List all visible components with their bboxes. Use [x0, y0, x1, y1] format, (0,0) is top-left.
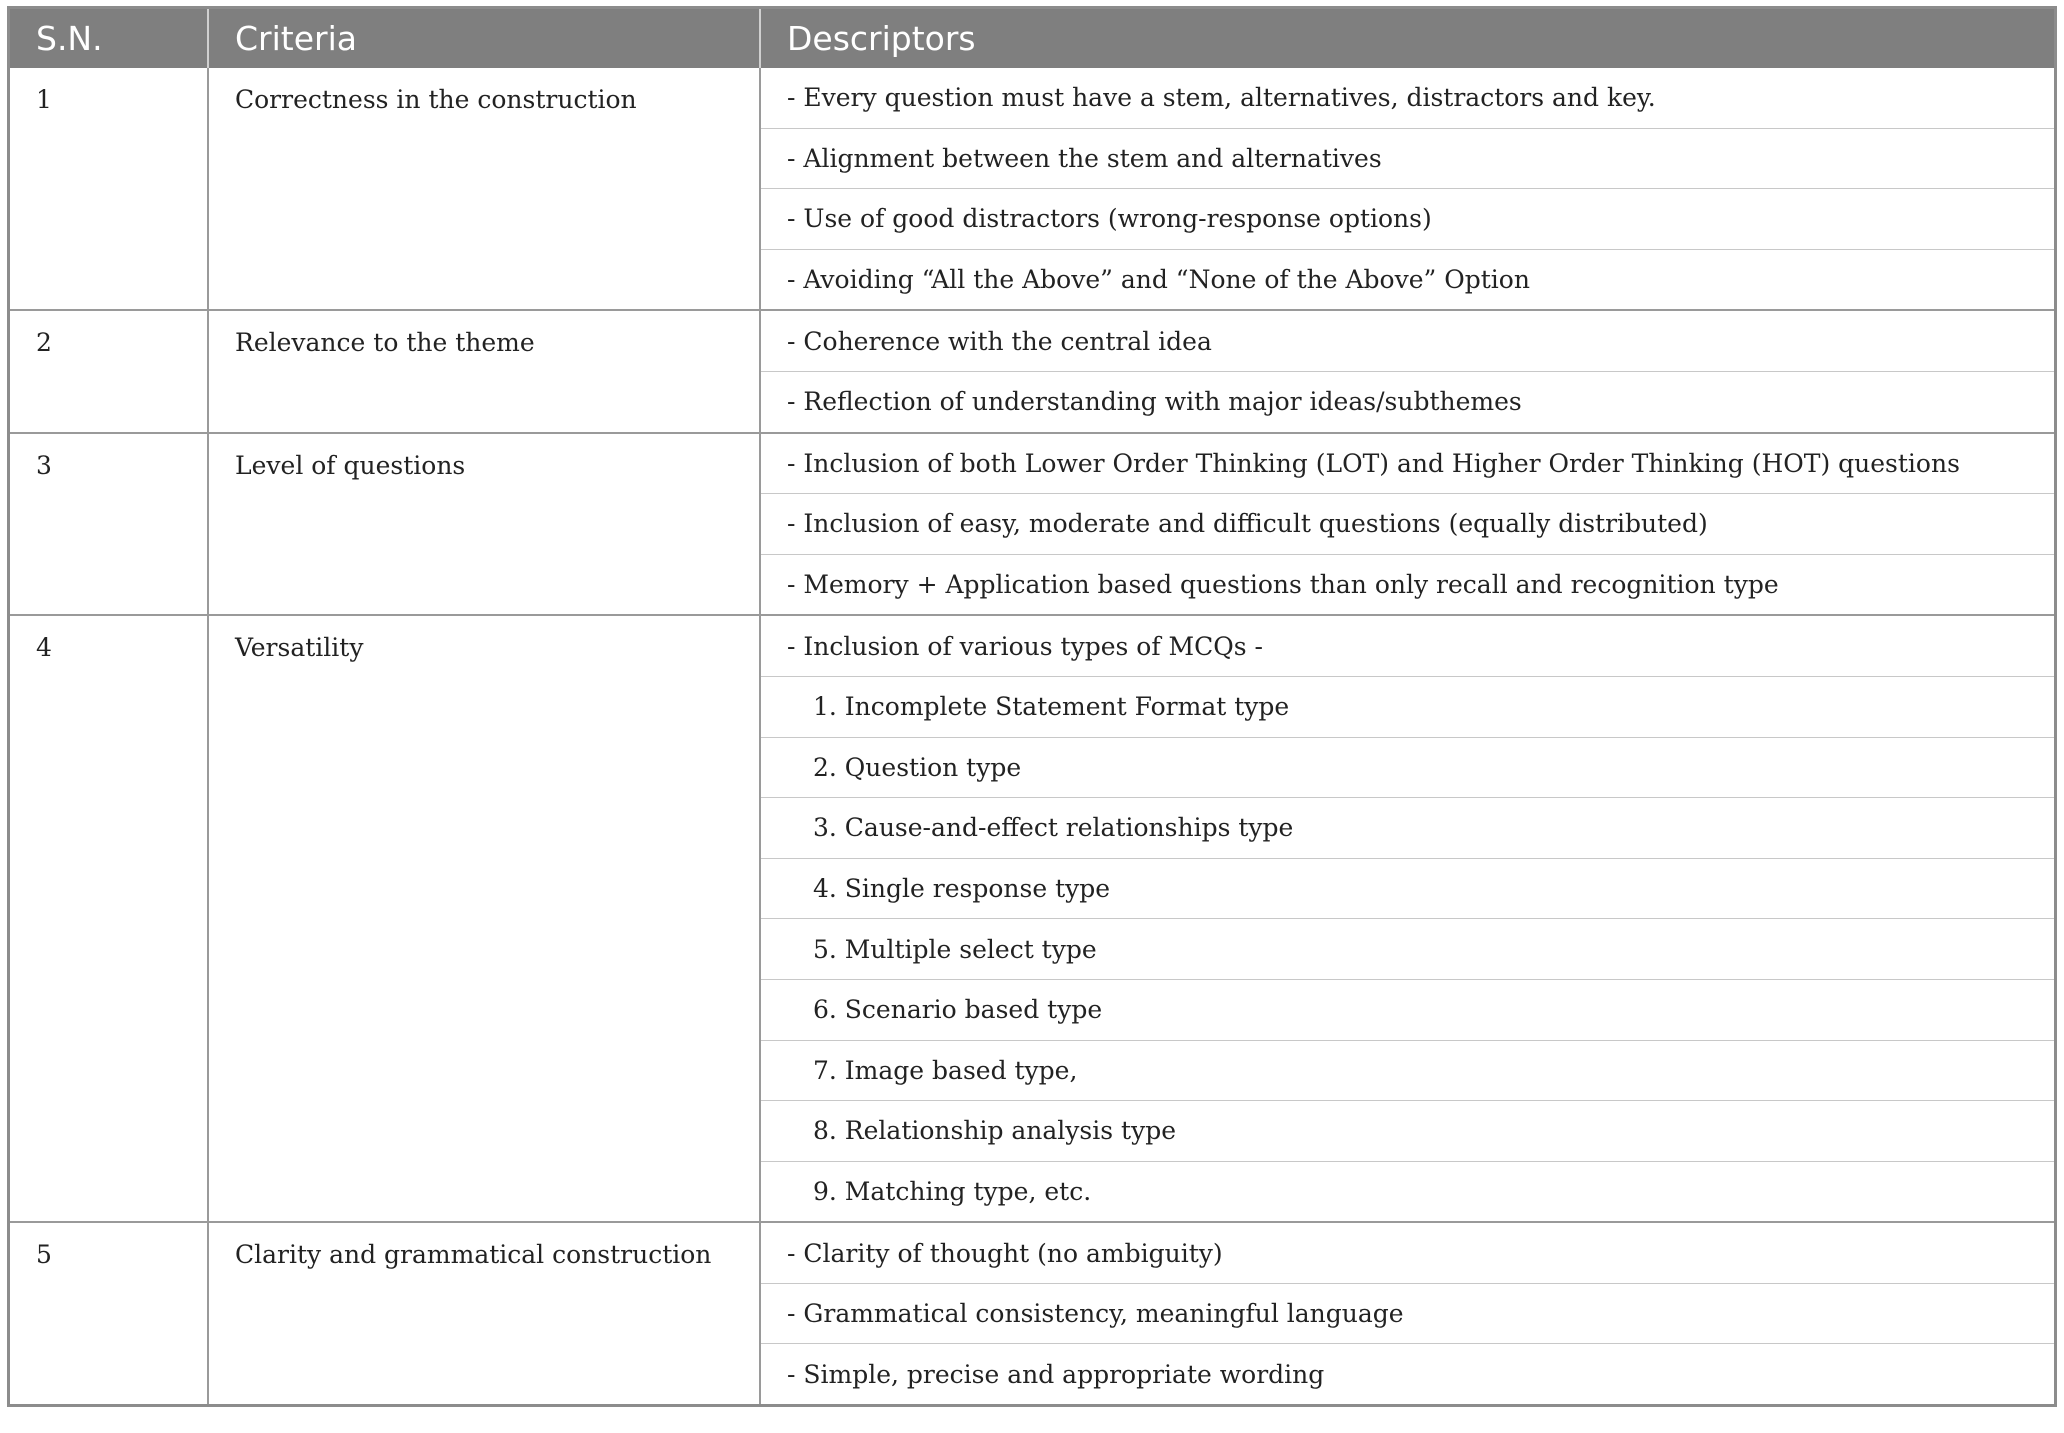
- descriptor-cell: - Reflection of understanding with major ideas/subthemes: [760, 371, 2054, 432]
- criteria-cell: Level of questions: [208, 433, 760, 616]
- descriptor-cell: 7. Image based type,: [760, 1040, 2054, 1101]
- descriptor-cell: 3. Cause-and-effect relationships type: [760, 798, 2054, 859]
- descriptor-cell: 5. Multiple select type: [760, 919, 2054, 980]
- descriptor-cell: 6. Scenario based type: [760, 979, 2054, 1040]
- table-body: [10, 68, 2054, 1404]
- descriptor-cell: - Inclusion of both Lower Order Thinking (LOT) and Higher Order Thinking (HOT) questions: [760, 433, 2054, 494]
- table-row: [10, 68, 2054, 128]
- descriptor-cell: - Use of good distractors (wrong-response options): [760, 189, 2054, 250]
- header-sn: S.N.: [10, 9, 208, 68]
- table-header: [10, 9, 2054, 68]
- descriptor-cell: - Memory + Application based questions than only recall and recognition type: [760, 554, 2054, 615]
- descriptor-cell: - Coherence with the central idea: [760, 310, 2054, 371]
- descriptor-cell: 9. Matching type, etc.: [760, 1161, 2054, 1222]
- header-criteria: Criteria: [208, 9, 760, 68]
- table-row: [10, 1222, 2054, 1283]
- criteria-table: [10, 9, 2054, 1404]
- descriptor-cell: - Grammatical consistency, meaningful language: [760, 1283, 2054, 1344]
- descriptor-cell: - Every question must have a stem, alternatives, distractors and key.: [787, 83, 1656, 113]
- descriptor-cell: 1. Incomplete Statement Format type: [760, 676, 2054, 737]
- descriptor-cell: - Inclusion of easy, moderate and difficult questions (equally distributed): [760, 494, 2054, 555]
- table-row: [10, 310, 2054, 371]
- criteria-cell: Clarity and grammatical construction: [208, 1222, 760, 1404]
- descriptor-cell: - Simple, precise and appropriate wording: [760, 1344, 2054, 1404]
- sn-cell: 5: [10, 1222, 208, 1404]
- descriptor-cell: 8. Relationship analysis type: [760, 1101, 2054, 1162]
- header-row: [10, 9, 2054, 68]
- descriptor-cell: 2. Question type: [760, 737, 2054, 798]
- descriptor-cell: - Alignment between the stem and alternatives: [760, 128, 2054, 189]
- header-descriptors: Descriptors: [760, 9, 2054, 68]
- criteria-cell: Correctness in the construction: [208, 68, 760, 310]
- criteria-table-container: [7, 6, 2057, 1407]
- descriptor-cell: 4. Single response type: [760, 858, 2054, 919]
- criteria-cell: Relevance to the theme: [208, 310, 760, 432]
- sn-cell: 3: [10, 433, 208, 616]
- descriptor-cell: - Clarity of thought (no ambiguity): [760, 1222, 2054, 1283]
- descriptor-cell: - Inclusion of various types of MCQs -: [760, 615, 2054, 676]
- descriptor-cell: - Avoiding “All the Above” and “None of the Above” Option: [760, 249, 2054, 310]
- table-row: [10, 615, 2054, 676]
- sn-cell: 2: [10, 310, 208, 432]
- criteria-cell: Versatility: [208, 615, 760, 1222]
- table-row: [10, 433, 2054, 494]
- sn-cell: 4: [10, 615, 208, 1222]
- sn-cell: 1: [10, 68, 208, 310]
